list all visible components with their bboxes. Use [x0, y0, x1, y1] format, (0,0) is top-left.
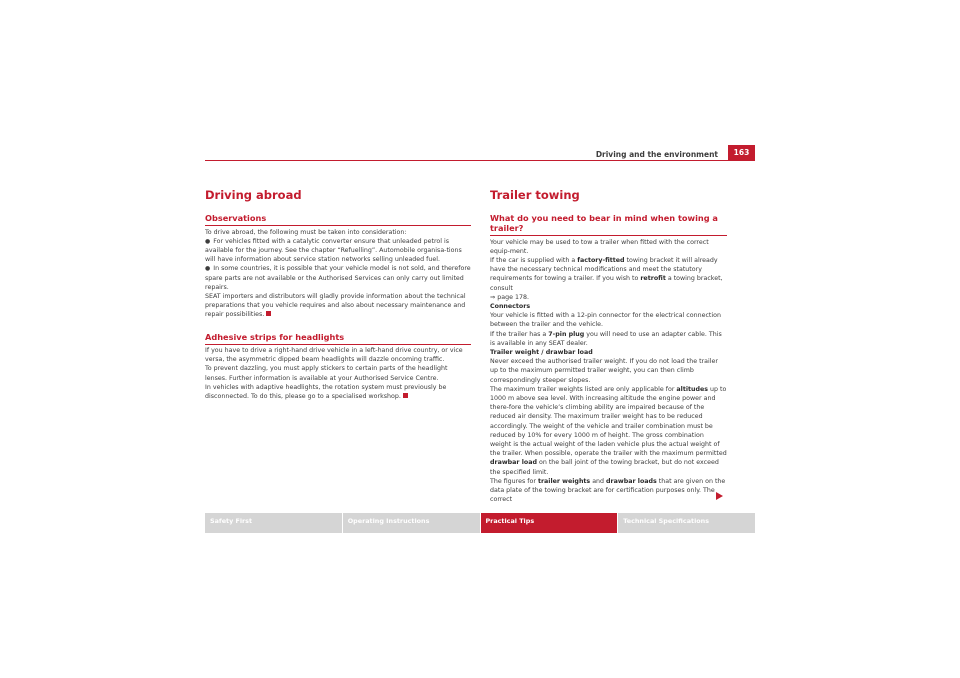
observations-bullet-2: ● In some countries, it is possible that your vehicle model is not sold, and therefore spare parts are not available or the Authorised Services can only carry out limited repairs.	[205, 265, 471, 291]
right-column	[490, 188, 727, 504]
connectors-p2: If the trailer has a 7-pin plug you will need to use an adapter cable. This is available in any SEAT dealer.	[490, 330, 722, 347]
adhesive-p1: If you have to drive a right-hand drive vehicle in a left-hand drive country, or vice versa, the asymmetric dipped beam headlights will dazzle oncoming traffic.	[205, 347, 463, 364]
page-reference-link[interactable]: ⇒ page 178.	[490, 293, 530, 301]
tab-practical-tips[interactable]: Practical Tips	[481, 513, 618, 533]
end-square-icon	[403, 393, 408, 398]
towing-p2: If the car is supplied with a factory-fitted towing bracket it will already have the necessary technical modifications and meet the statutory requirements for towing a trailer. If you wish to retrofit a towing bracket, consult ⇒ page 178.	[490, 256, 723, 301]
observations-closing: SEAT importers and distributors will gladly provide information about the technical preparations that you vehicle requires and also about necessary maintenance and repair possibilities.	[205, 292, 466, 319]
adhesive-p2: To prevent dazzling, you must apply stickers to certain parts of the headlight lenses. Further information is available at your Authorised Service Centre.	[205, 365, 448, 382]
bullet-icon: ●	[205, 265, 211, 273]
adhesive-strips-heading: Adhesive strips for headlights	[205, 332, 471, 345]
observations-intro: To drive abroad, the following must be taken into consideration:	[205, 228, 407, 236]
adhesive-p3: In vehicles with adaptive headlights, the rotation system must previously be disconnected. To do this, please go to a specialised workshop.	[205, 383, 447, 401]
tab-operating-instructions[interactable]: Operating Instructions	[343, 513, 480, 533]
trailer-weight-p1: Never exceed the authorised trailer weight. If you do not load the trailer up to the maximum permitted trailer weight, you can then climb correspondingly steeper slopes.	[490, 358, 718, 384]
trailer-towing-heading: Trailer towing	[490, 188, 580, 202]
end-square-icon	[266, 311, 271, 316]
arrow-right-icon[interactable]	[716, 492, 723, 500]
bullet-icon: ●	[205, 237, 211, 245]
towing-section-heading: What do you need to bear in mind when towing a trailer?	[490, 213, 727, 236]
trailer-weight-p2: The maximum trailer weights listed are only applicable for altitudes up to 1000 m above sea level. With increasing altitude the engine power and there-fore the vehicle’s climbing ability are impaired because of the reduced air density. The maximum trailer weight has to be reduced accordingly. The weight of the vehicle and trailer combination must be reduced by 10% for every 1000 m of height. The gross combination weight is the actual weight of the laden vehicle plus the actual weight of the trailer. When possible, operate the trailer with the maximum permitted drawbar load on the ball joint of the towing bracket, but do not exceed the specified limit.	[490, 385, 727, 476]
observations-bullet-1: ● For vehicles fitted with a catalytic converter ensure that unleaded petrol is available for the journey. See the chapter “Refuelling”. Automobile organisa-tions will have information about service station networks selling unleaded fuel.	[205, 237, 462, 264]
footer-nav	[205, 513, 755, 533]
tab-technical-specifications[interactable]: Technical Specifications	[618, 513, 755, 533]
observations-heading: Observations	[205, 213, 471, 226]
connectors-p1: Your vehicle is fitted with a 12-pin connector for the electrical connection between the trailer and the vehicle.	[490, 312, 721, 329]
page-number: 163	[728, 145, 755, 161]
tab-safety-first[interactable]: Safety First	[205, 513, 342, 533]
header-rule	[205, 160, 728, 161]
towing-p1: Your vehicle may be used to tow a trailer when fitted with the correct equip-ment.	[490, 238, 709, 255]
trailer-weight-heading: Trailer weight / drawbar load	[490, 348, 593, 356]
running-header-title: Driving and the environment	[595, 150, 718, 159]
trailer-weight-p3: The figures for trailer weights and drawbar loads that are given on the data plate of the towing bracket are for certification purposes only. The correct	[490, 477, 726, 504]
left-column	[205, 188, 471, 401]
connectors-heading: Connectors	[490, 302, 531, 310]
driving-abroad-heading: Driving abroad	[205, 188, 302, 202]
